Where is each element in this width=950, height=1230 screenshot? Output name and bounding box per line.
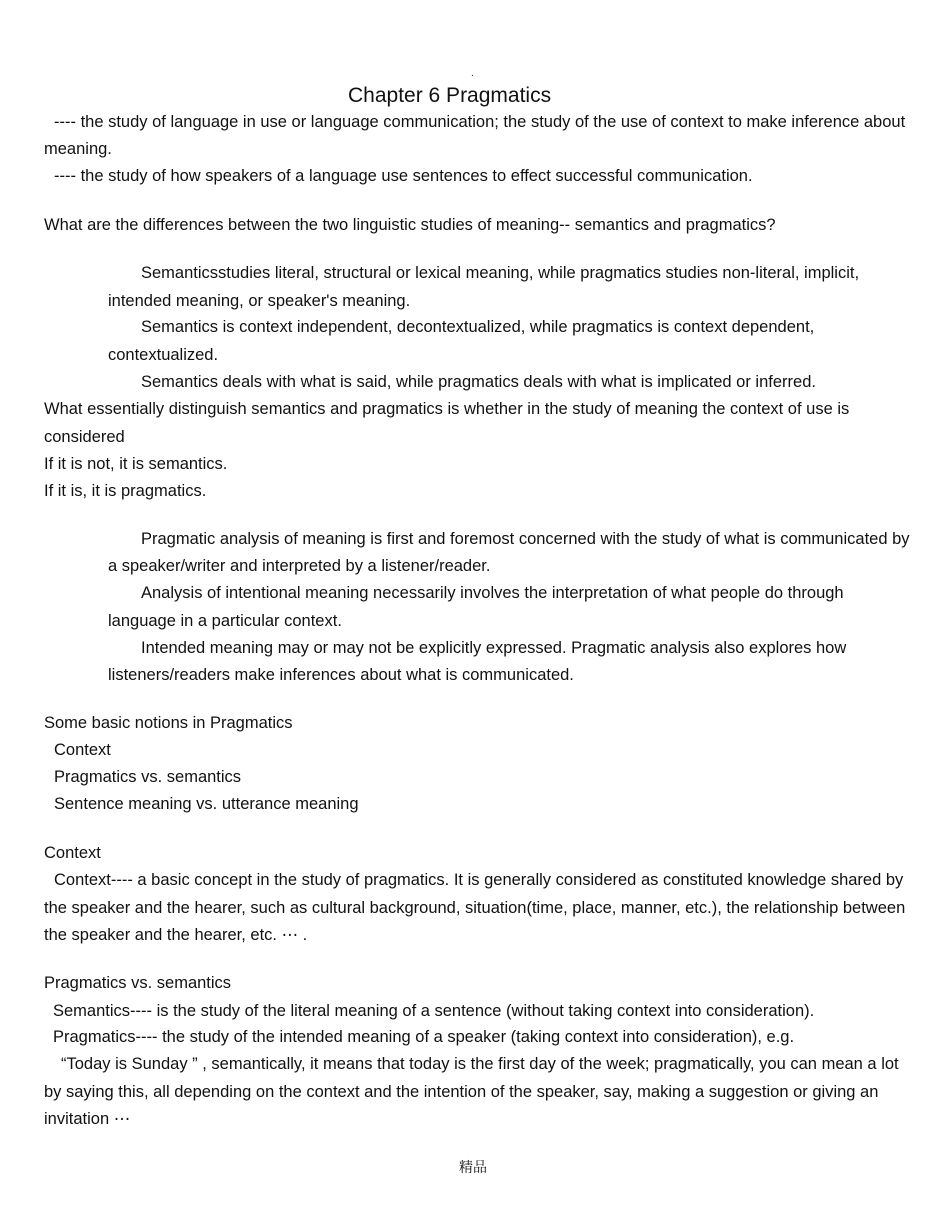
pvs-line: Semantics---- is the study of the literal meaning of a sentence (without taking context into consideration).: [53, 1002, 815, 1020]
notion-item: Context: [54, 741, 111, 759]
header-dot: .: [471, 68, 474, 79]
page-title: Chapter 6 Pragmatics: [348, 84, 552, 107]
analysis-line: language in a particular context.: [108, 612, 342, 630]
difference-line: intended meaning, or speaker's meaning.: [108, 292, 411, 310]
question: What are the differences between the two linguistic studies of meaning-- semantics and pragmatics?: [44, 216, 776, 234]
definition-line: meaning.: [44, 140, 112, 158]
pvs-heading: Pragmatics vs. semantics: [44, 974, 232, 992]
definition-line: ---- the study of how speakers of a language use sentences to effect successful communication.: [54, 167, 753, 185]
essential-line: What essentially distinguish semantics and pragmatics is whether in the study of meaning the context of use is: [44, 400, 850, 418]
essential-line: If it is, it is pragmatics.: [44, 482, 207, 500]
analysis-line: Pragmatic analysis of meaning is first and foremost concerned with the study of what is communicated by: [141, 530, 910, 548]
difference-line: contextualized.: [108, 346, 219, 364]
pvs-line: Pragmatics---- the study of the intended meaning of a speaker (taking context into consideration), e.g.: [53, 1028, 795, 1046]
notion-item: Pragmatics vs. semantics: [54, 768, 242, 786]
difference-line: Semantics is context independent, decontextualized, while pragmatics is context dependent,: [141, 318, 815, 336]
definition-line: ---- the study of language in use or language communication; the study of the use of context to make inference about: [54, 113, 906, 131]
analysis-line: Analysis of intentional meaning necessarily involves the interpretation of what people do through: [141, 584, 844, 602]
analysis-line: Intended meaning may or may not be explicitly expressed. Pragmatic analysis also explores how: [141, 639, 847, 657]
pvs-line: by saying this, all depending on the context and the intention of the speaker, say, making a suggestion or giving an: [44, 1083, 879, 1101]
context-line: the speaker and the hearer, etc. ⋯ .: [44, 926, 308, 944]
context-line: Context---- a basic concept in the study of pragmatics. It is generally considered as constituted knowledge shared by: [54, 871, 904, 889]
difference-line: Semanticsstudies literal, structural or lexical meaning, while pragmatics studies non-literal, implicit,: [141, 264, 860, 282]
pvs-line: “Today is Sunday ” , semantically, it means that today is the first day of the week; pragmatically, you can mean a lot: [61, 1055, 899, 1073]
essential-line: considered: [44, 428, 125, 446]
analysis-line: a speaker/writer and interpreted by a listener/reader.: [108, 557, 491, 575]
context-heading: Context: [44, 844, 101, 862]
footer-mark: 精品: [459, 1159, 487, 1175]
difference-line: Semantics deals with what is said, while pragmatics deals with what is implicated or inferred.: [141, 373, 816, 391]
essential-line: If it is not, it is semantics.: [44, 455, 228, 473]
context-line: the speaker and the hearer, such as cultural background, situation(time, place, manner, etc.), the relationship between: [44, 899, 906, 917]
notions-heading: Some basic notions in Pragmatics: [44, 714, 293, 732]
notion-item: Sentence meaning vs. utterance meaning: [54, 795, 359, 813]
pvs-line: invitation ⋯: [44, 1110, 131, 1128]
analysis-line: listeners/readers make inferences about what is communicated.: [108, 666, 574, 684]
